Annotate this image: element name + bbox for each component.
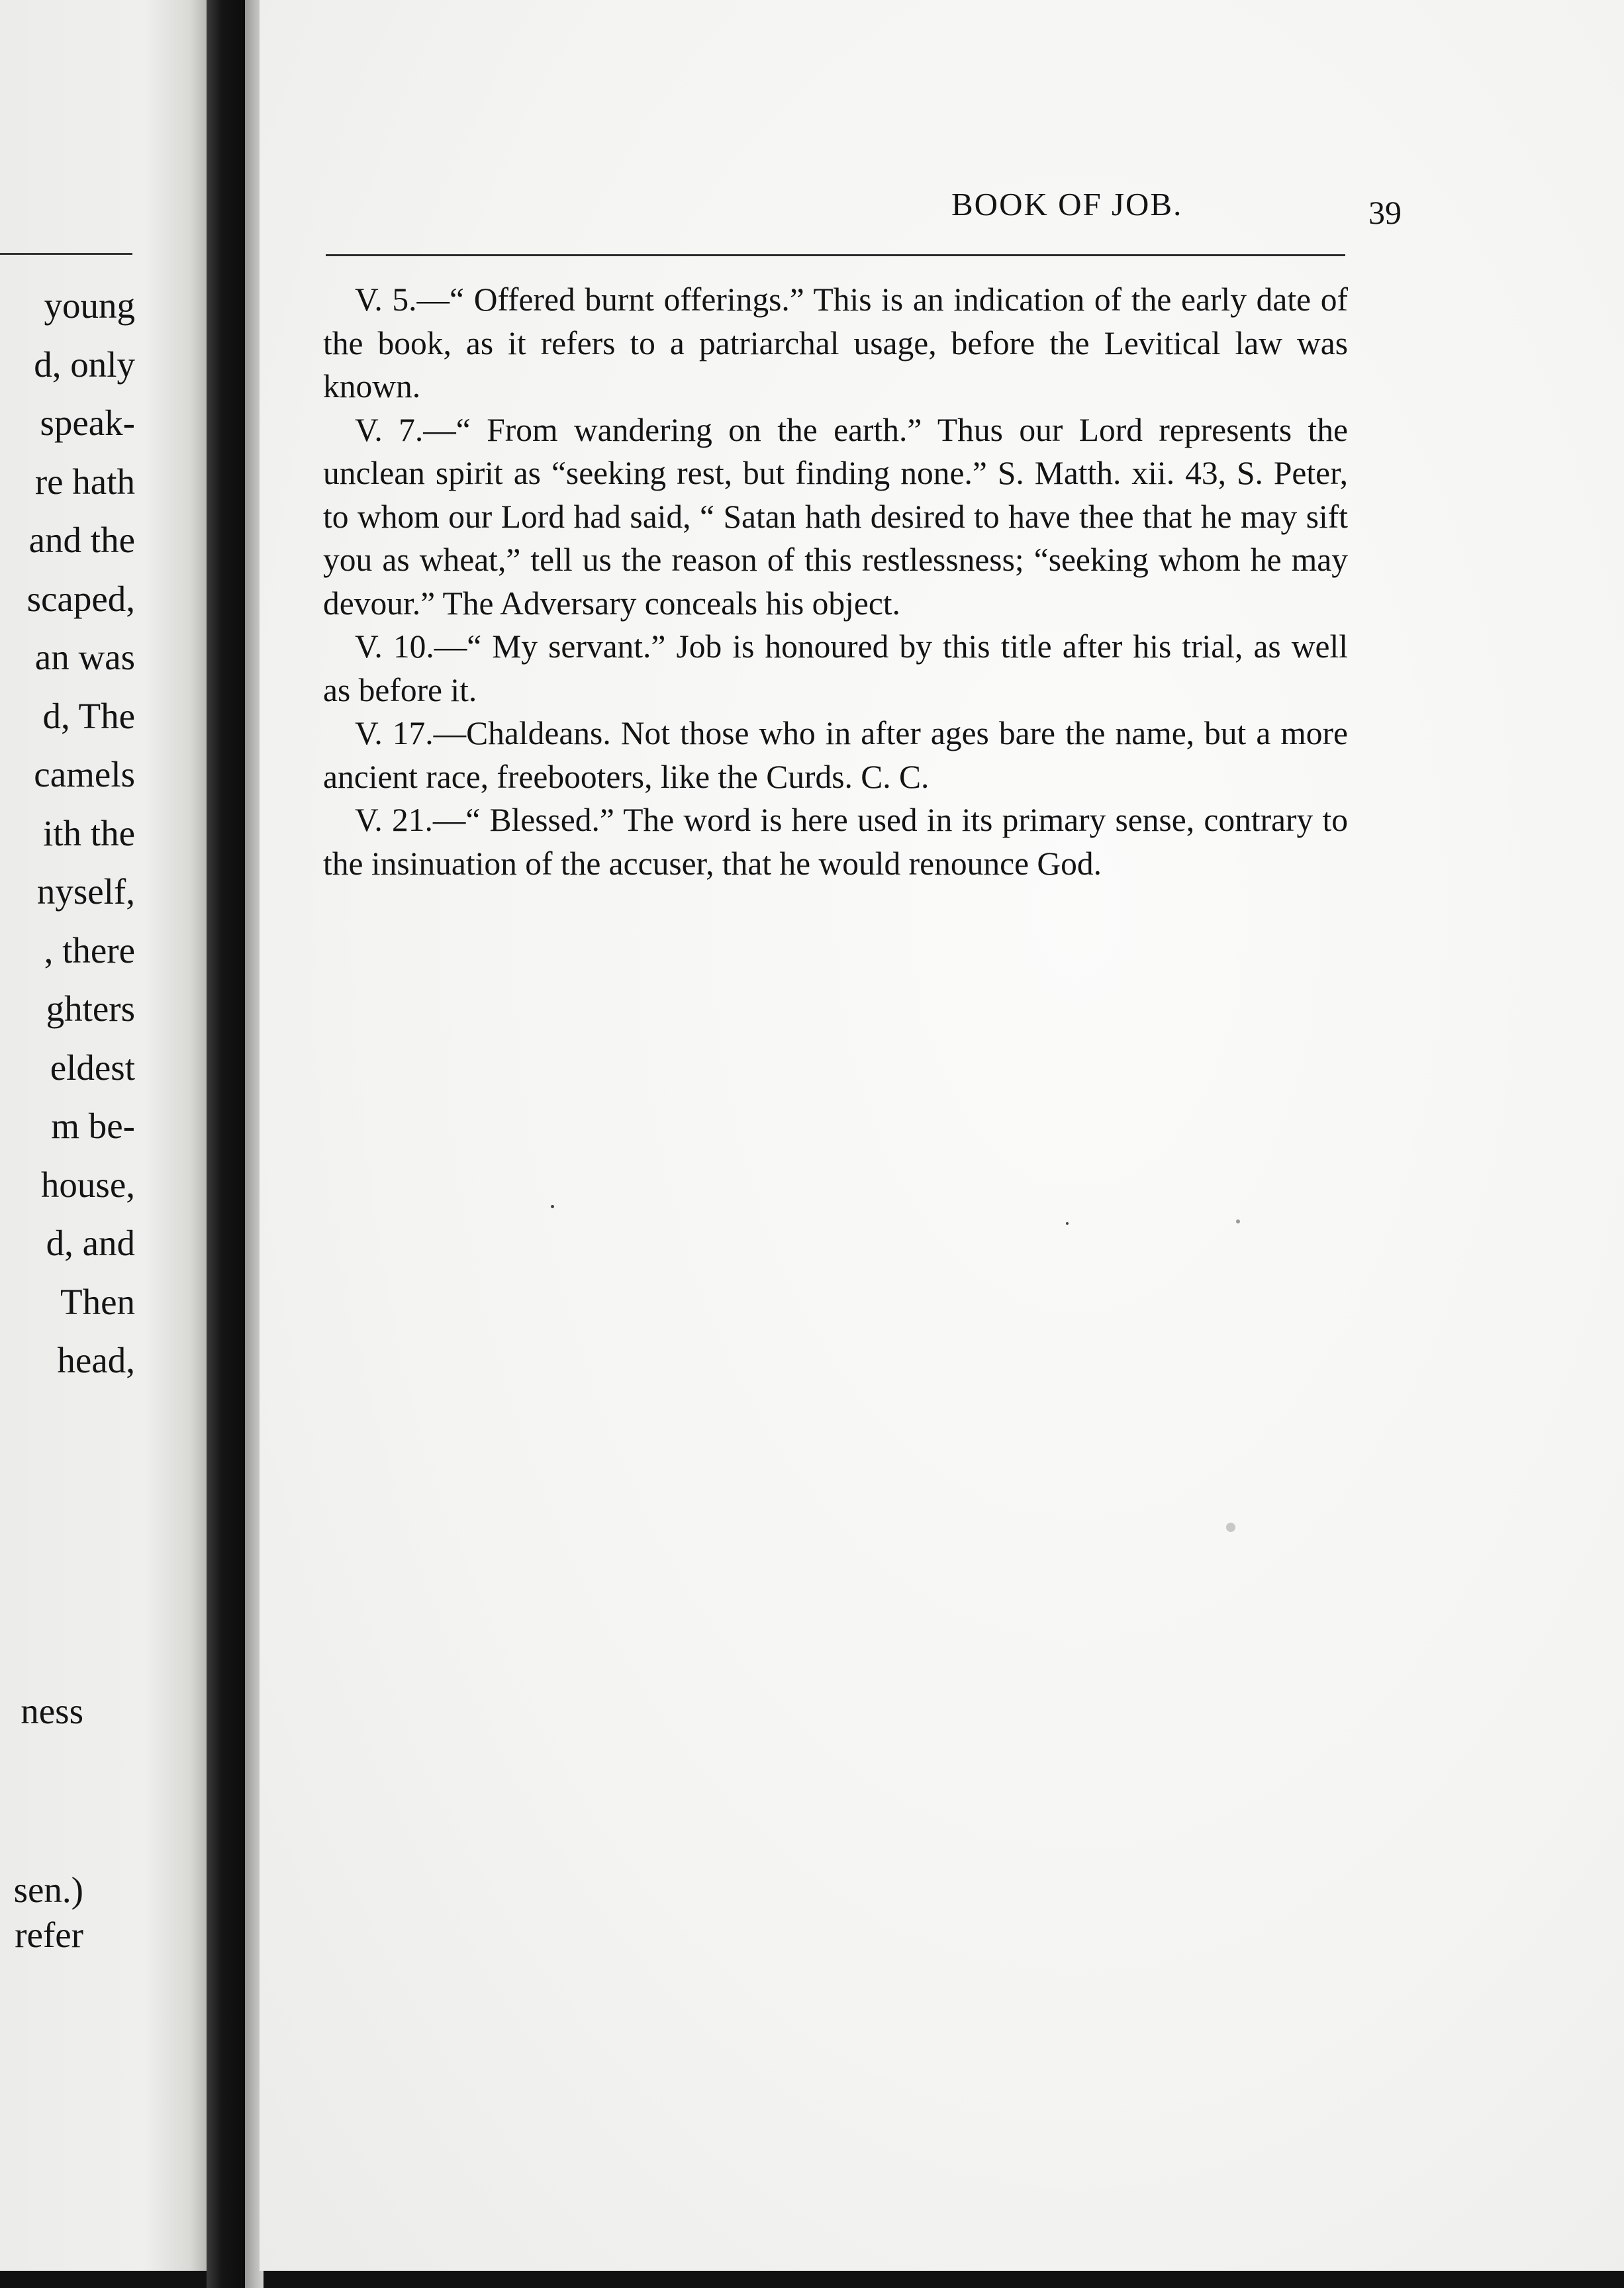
book-binding-shadow xyxy=(207,0,245,2288)
left-line: house, xyxy=(40,1164,135,1205)
paper-speck xyxy=(551,1205,554,1208)
left-line: ith the xyxy=(42,812,135,853)
left-line: camels xyxy=(34,754,135,794)
paper-speck xyxy=(1226,1523,1235,1532)
left-line: young xyxy=(44,285,135,326)
left-line: nyself, xyxy=(36,871,135,912)
left-line: sen.) xyxy=(13,1870,83,1910)
left-line: re hath xyxy=(34,461,135,502)
left-line: refer xyxy=(15,1915,83,1955)
left-line: d, only xyxy=(34,344,135,385)
left-line: , there xyxy=(44,930,135,971)
left-line: head, xyxy=(57,1340,135,1380)
page-header xyxy=(322,179,1607,232)
right-page xyxy=(260,0,1624,2271)
left-line: eldest xyxy=(50,1047,135,1088)
verse-note: V. 17.—Chaldeans. Not those who in after ages bare the name, but a more ancient race, freebooters, like the Curds. C. C. xyxy=(323,715,1348,795)
left-line: scaped, xyxy=(26,578,135,619)
left-facing-page xyxy=(0,0,207,2271)
left-line: an was xyxy=(34,637,135,677)
header-rule xyxy=(326,254,1345,256)
left-line: d, and xyxy=(46,1223,135,1263)
left-line: and the xyxy=(28,520,135,560)
page-number: 39 xyxy=(1368,194,1402,231)
running-head: BOOK OF JOB. xyxy=(951,186,1183,222)
left-line: ness xyxy=(21,1691,83,1731)
left-page-bottom-text xyxy=(14,1685,83,1958)
left-header-rule xyxy=(0,253,132,255)
left-line: m be- xyxy=(51,1106,135,1146)
paper-speck xyxy=(1236,1219,1240,1223)
verse-notes xyxy=(323,278,1348,885)
left-line: d, The xyxy=(42,695,135,736)
verse-note: V. 7.—“ From wandering on the earth.” Thus our Lord represents the unclean spirit as “seeking rest, but finding none.” S. Matth. xii. 43, S. Peter, to whom our Lord had said, “ Satan hath desired to have thee that he may sift you as wheat,” tell us the reason of this restlessness; “seeking whom he may devour.” The Adversary conceals his object. xyxy=(323,411,1348,622)
left-line: Then xyxy=(60,1281,135,1322)
paper-speck xyxy=(1066,1222,1069,1225)
verse-note: V. 5.—“ Offered burnt offerings.” This is an indication of the early date of the book, as it refers to a patriarchal usage, before the Levitical law was known. xyxy=(323,281,1348,405)
verse-note: V. 10.—“ My servant.” Job is honoured by this title after his trial, as well as before it. xyxy=(323,628,1348,708)
left-line: speak- xyxy=(40,403,135,443)
verse-note: V. 21.—“ Blessed.” The word is here used in its primary sense, contrary to the insinuation of the accuser, that he would renounce God. xyxy=(323,802,1348,882)
left-page-text xyxy=(27,277,135,1390)
left-line: ghters xyxy=(46,988,135,1029)
